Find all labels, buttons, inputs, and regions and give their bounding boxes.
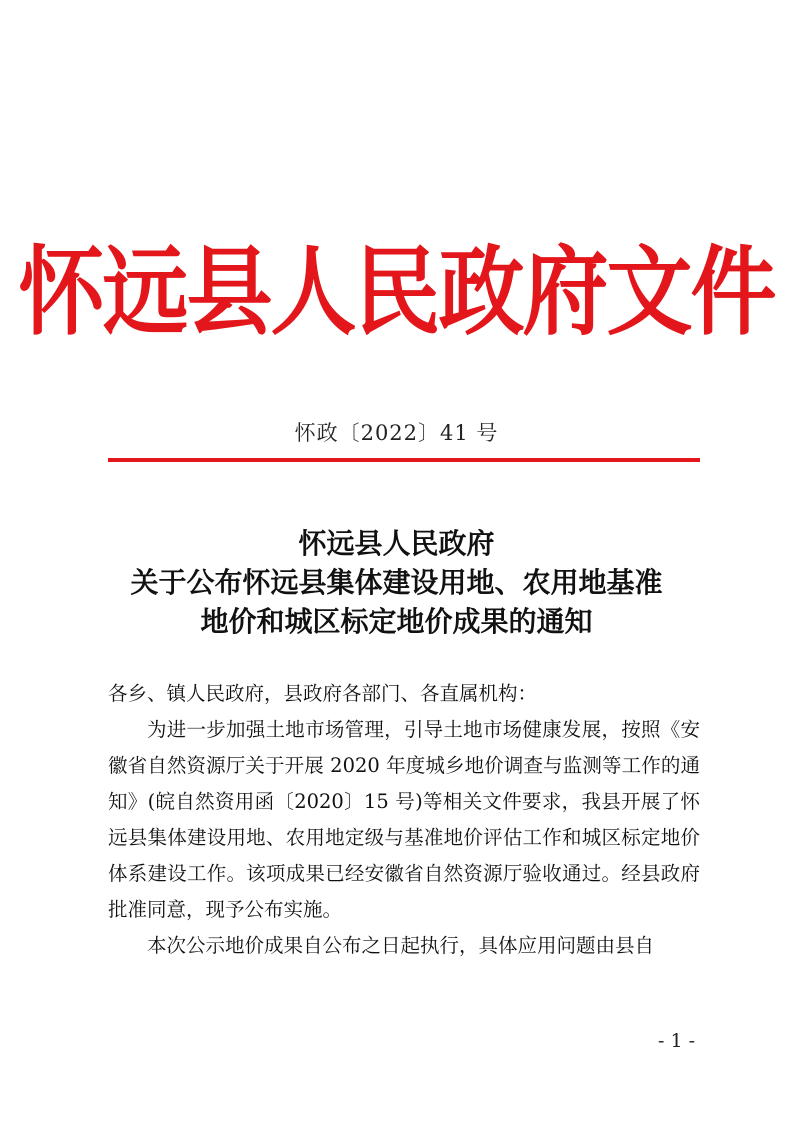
salutation: 各乡、镇人民政府，县政府各部门、各直属机构：	[108, 682, 538, 705]
document-title	[0, 524, 793, 641]
page-number: - 1 -	[657, 1030, 695, 1052]
document-masthead: 怀远县人民政府文件	[18, 237, 775, 349]
title-line-3: 地价和城区标定地价成果的通知	[200, 605, 593, 638]
title-line-2: 关于公布怀远县集体建设用地、农用地基准	[130, 566, 663, 599]
document-number: 怀政〔2022〕41 号	[294, 421, 499, 445]
title-line-1: 怀远县人民政府	[298, 527, 495, 560]
red-separator-line	[108, 458, 700, 462]
body-paragraph-1: 为进一步加强土地市场管理，引导土地市场健康发展，按照《安徽省自然资源厅关于开展 2020 年度城乡地价调查与监测等工作的通知》(皖自然资用函〔2020〕15 号)等相关文件要求，我县开展了怀远县集体建设用地、农用地定级与基准地价评估工作和城区标定地价体系建设工作。该项成果已经安徽省自然资源厅验收通过。经县政府批准同意，现予公布实施。	[108, 718, 700, 921]
document-body	[108, 676, 700, 964]
body-paragraph-2: 本次公示地价成果自公布之日起执行，具体应用问题由县自	[147, 934, 655, 957]
